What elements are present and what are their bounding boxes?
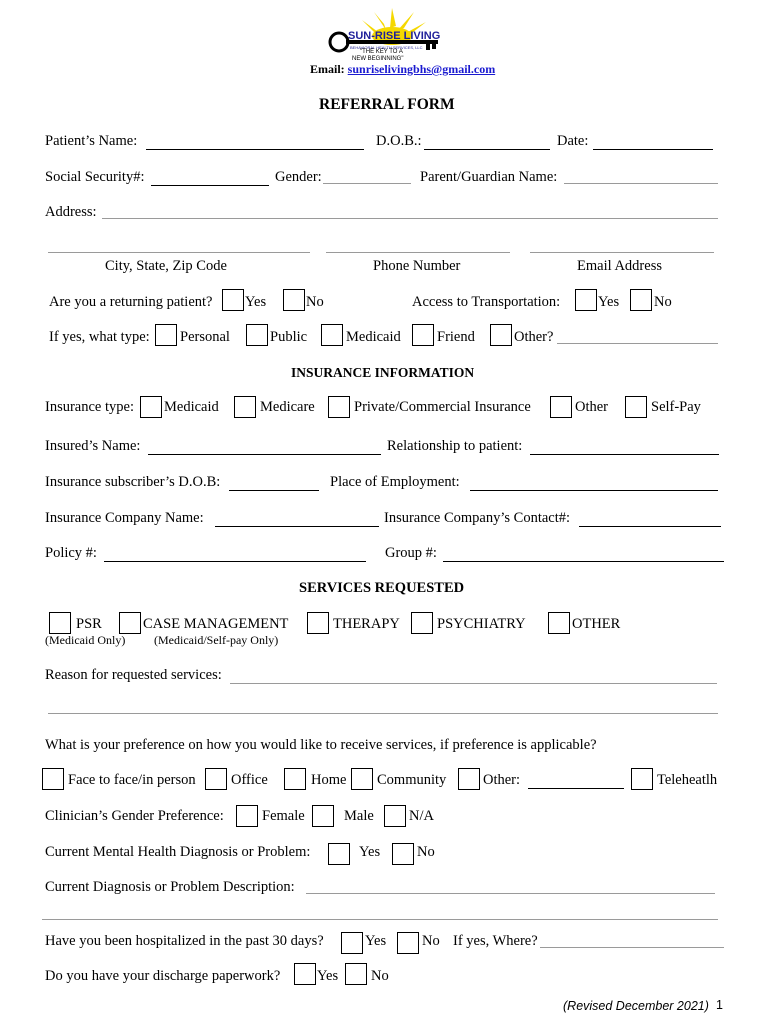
logo-tagline-2: NEW BEGINNING" bbox=[352, 56, 404, 62]
type-personal-label: Personal bbox=[180, 329, 230, 345]
insured-name-label: Insured’s Name: bbox=[45, 438, 141, 454]
policy-field[interactable] bbox=[104, 561, 366, 562]
type-friend-label: Friend bbox=[437, 329, 475, 345]
type-medicaid-label: Medicaid bbox=[346, 329, 401, 345]
guardian-field[interactable] bbox=[564, 183, 718, 184]
mode-other-field[interactable] bbox=[528, 788, 624, 789]
employment-field[interactable] bbox=[470, 490, 718, 491]
ins-private-label: Private/Commercial Insurance bbox=[354, 399, 531, 415]
service-psychiatry-label: PSYCHIATRY bbox=[437, 616, 526, 632]
returning-yes-label: Yes bbox=[245, 294, 267, 310]
email-link[interactable]: sunriselivingbhs@gmail.com bbox=[347, 62, 496, 76]
logo-brand: SUN-RISE LIVING bbox=[348, 30, 441, 42]
ins-medicare-checkbox[interactable] bbox=[234, 396, 256, 418]
ins-private-checkbox[interactable] bbox=[328, 396, 350, 418]
transport-yes-label: Yes bbox=[598, 294, 620, 310]
hospital-no-label: No bbox=[422, 933, 440, 949]
email-label: Email: bbox=[310, 62, 345, 76]
date-label: Date: bbox=[557, 133, 589, 149]
discharge-label: Do you have your discharge paperwork? bbox=[45, 968, 281, 984]
type-other-field[interactable] bbox=[557, 343, 718, 344]
ins-other-label: Other bbox=[575, 399, 609, 415]
type-other-checkbox[interactable] bbox=[490, 324, 512, 346]
where-field[interactable] bbox=[540, 947, 724, 948]
hospital-yes-checkbox[interactable] bbox=[341, 932, 363, 954]
gender-female-checkbox[interactable] bbox=[236, 805, 258, 827]
gender-male-checkbox[interactable] bbox=[312, 805, 334, 827]
ins-medicaid-label: Medicaid bbox=[164, 399, 219, 415]
gender-pref-label: Clinician’s Gender Preference: bbox=[45, 808, 224, 824]
group-label: Group #: bbox=[385, 545, 437, 561]
form-title: REFERRAL FORM bbox=[319, 96, 455, 113]
logo-subtitle: BEHAVIORAL HEALTH SERVICES, LLC bbox=[350, 45, 423, 50]
gender-male-label: Male bbox=[344, 808, 374, 824]
gender-na-label: N/A bbox=[409, 808, 434, 824]
insured-name-field[interactable] bbox=[148, 454, 381, 455]
transport-no-label: No bbox=[654, 294, 672, 310]
city-label: City, State, Zip Code bbox=[105, 258, 227, 274]
psr-note: (Medicaid Only) bbox=[45, 633, 126, 647]
discharge-no-checkbox[interactable] bbox=[345, 963, 367, 985]
patient-name-label: Patient’s Name: bbox=[45, 133, 138, 149]
dob-field[interactable] bbox=[424, 149, 550, 150]
service-psychiatry-checkbox[interactable] bbox=[411, 612, 433, 634]
ins-medicare-label: Medicare bbox=[260, 399, 315, 415]
email-address-label: Email Address bbox=[577, 258, 662, 274]
phone-label: Phone Number bbox=[373, 258, 461, 274]
subscriber-dob-field[interactable] bbox=[229, 490, 319, 491]
discharge-yes-checkbox[interactable] bbox=[294, 963, 316, 985]
ssn-label: Social Security#: bbox=[45, 169, 145, 185]
reason-label: Reason for requested services: bbox=[45, 667, 222, 683]
group-field[interactable] bbox=[443, 561, 724, 562]
mode-other-checkbox[interactable] bbox=[458, 768, 480, 790]
subscriber-dob-label: Insurance subscriber’s D.O.B: bbox=[45, 474, 221, 490]
returning-label: Are you a returning patient? bbox=[49, 294, 213, 310]
mode-telehealth-checkbox[interactable] bbox=[631, 768, 653, 790]
reason-field-line-2[interactable] bbox=[48, 713, 718, 714]
patient-name-field[interactable] bbox=[146, 149, 364, 150]
ins-selfpay-checkbox[interactable] bbox=[625, 396, 647, 418]
company-label: Insurance Company Name: bbox=[45, 510, 204, 526]
relationship-label: Relationship to patient: bbox=[387, 438, 523, 454]
returning-yes-checkbox[interactable] bbox=[222, 289, 244, 311]
hospital-yes-label: Yes bbox=[365, 933, 387, 949]
mode-community-label: Community bbox=[377, 772, 447, 788]
transport-yes-checkbox[interactable] bbox=[575, 289, 597, 311]
email-field[interactable] bbox=[530, 252, 714, 253]
returning-no-label: No bbox=[306, 294, 324, 310]
gender-female-label: Female bbox=[262, 808, 305, 824]
diagnosis-no-label: No bbox=[417, 844, 435, 860]
service-cm-label: CASE MANAGEMENT bbox=[143, 616, 289, 632]
transport-label: Access to Transportation: bbox=[412, 294, 561, 310]
type-personal-checkbox[interactable] bbox=[155, 324, 177, 346]
revision-note: (Revised December 2021) bbox=[563, 999, 709, 1013]
mode-community-checkbox[interactable] bbox=[351, 768, 373, 790]
logo-tagline-1: "THE KEY TO A bbox=[360, 49, 403, 55]
date-field[interactable] bbox=[593, 149, 713, 150]
mode-face-checkbox[interactable] bbox=[42, 768, 64, 790]
mode-home-checkbox[interactable] bbox=[284, 768, 306, 790]
diagnosis-yes-label: Yes bbox=[359, 844, 381, 860]
service-cm-checkbox[interactable] bbox=[119, 612, 141, 634]
description-field-line-2[interactable] bbox=[42, 919, 718, 920]
discharge-no-label: No bbox=[371, 968, 389, 984]
address-field[interactable] bbox=[102, 218, 718, 219]
type-label: If yes, what type: bbox=[49, 329, 150, 345]
policy-label: Policy #: bbox=[45, 545, 97, 561]
description-label: Current Diagnosis or Problem Description: bbox=[45, 879, 295, 895]
gender-label: Gender: bbox=[275, 169, 322, 185]
contact-label: Insurance Company’s Contact#: bbox=[384, 510, 571, 526]
service-other-checkbox[interactable] bbox=[548, 612, 570, 634]
relationship-field[interactable] bbox=[530, 454, 719, 455]
preference-question: What is your preference on how you would like to receive services, if preference is applicable? bbox=[45, 737, 597, 753]
mode-other-label: Other: bbox=[483, 772, 521, 788]
mode-office-checkbox[interactable] bbox=[205, 768, 227, 790]
mode-telehealth-label: Teleheatlh bbox=[657, 772, 718, 788]
ins-other-checkbox[interactable] bbox=[550, 396, 572, 418]
type-public-checkbox[interactable] bbox=[246, 324, 268, 346]
diagnosis-no-checkbox[interactable] bbox=[392, 843, 414, 865]
phone-field[interactable] bbox=[326, 252, 510, 253]
city-field[interactable] bbox=[48, 252, 310, 253]
mode-home-label: Home bbox=[311, 772, 347, 788]
service-therapy-label: THERAPY bbox=[333, 616, 400, 632]
page-number: 1 bbox=[716, 998, 723, 1012]
type-medicaid-checkbox[interactable] bbox=[321, 324, 343, 346]
ins-type-label: Insurance type: bbox=[45, 399, 134, 415]
returning-no-checkbox[interactable] bbox=[283, 289, 305, 311]
service-other-label: OTHER bbox=[572, 616, 621, 632]
cm-note: (Medicaid/Self-pay Only) bbox=[154, 633, 279, 647]
type-other-label: Other? bbox=[514, 329, 554, 345]
ins-medicaid-checkbox[interactable] bbox=[140, 396, 162, 418]
discharge-yes-label: Yes bbox=[317, 968, 339, 984]
gender-na-checkbox[interactable] bbox=[384, 805, 406, 827]
dob-label: D.O.B.: bbox=[376, 133, 422, 149]
gender-field[interactable] bbox=[323, 183, 411, 184]
mode-face-label: Face to face/in person bbox=[68, 772, 196, 788]
employment-label: Place of Employment: bbox=[330, 474, 460, 490]
ins-selfpay-label: Self-Pay bbox=[651, 399, 701, 415]
contact-field[interactable] bbox=[579, 526, 721, 527]
service-therapy-checkbox[interactable] bbox=[307, 612, 329, 634]
transport-no-checkbox[interactable] bbox=[630, 289, 652, 311]
hospital-label: Have you been hospitalized in the past 30 days? bbox=[45, 933, 324, 949]
ssn-field[interactable] bbox=[151, 185, 269, 186]
logo bbox=[326, 8, 446, 66]
diagnosis-label: Current Mental Health Diagnosis or Problem: bbox=[45, 844, 311, 860]
diagnosis-yes-checkbox[interactable] bbox=[328, 843, 350, 865]
email-line bbox=[310, 62, 495, 77]
service-psr-checkbox[interactable] bbox=[49, 612, 71, 634]
hospital-no-checkbox[interactable] bbox=[397, 932, 419, 954]
type-public-label: Public bbox=[270, 329, 308, 345]
type-friend-checkbox[interactable] bbox=[412, 324, 434, 346]
where-label: If yes, Where? bbox=[453, 933, 538, 949]
mode-office-label: Office bbox=[231, 772, 268, 788]
services-heading: SERVICES REQUESTED bbox=[299, 580, 465, 596]
guardian-label: Parent/Guardian Name: bbox=[420, 169, 558, 185]
insurance-heading: INSURANCE INFORMATION bbox=[291, 365, 475, 380]
address-label: Address: bbox=[45, 204, 97, 220]
company-field[interactable] bbox=[215, 526, 379, 527]
reason-field[interactable] bbox=[230, 683, 717, 684]
description-field[interactable] bbox=[306, 893, 715, 894]
service-psr-label: PSR bbox=[76, 616, 102, 632]
